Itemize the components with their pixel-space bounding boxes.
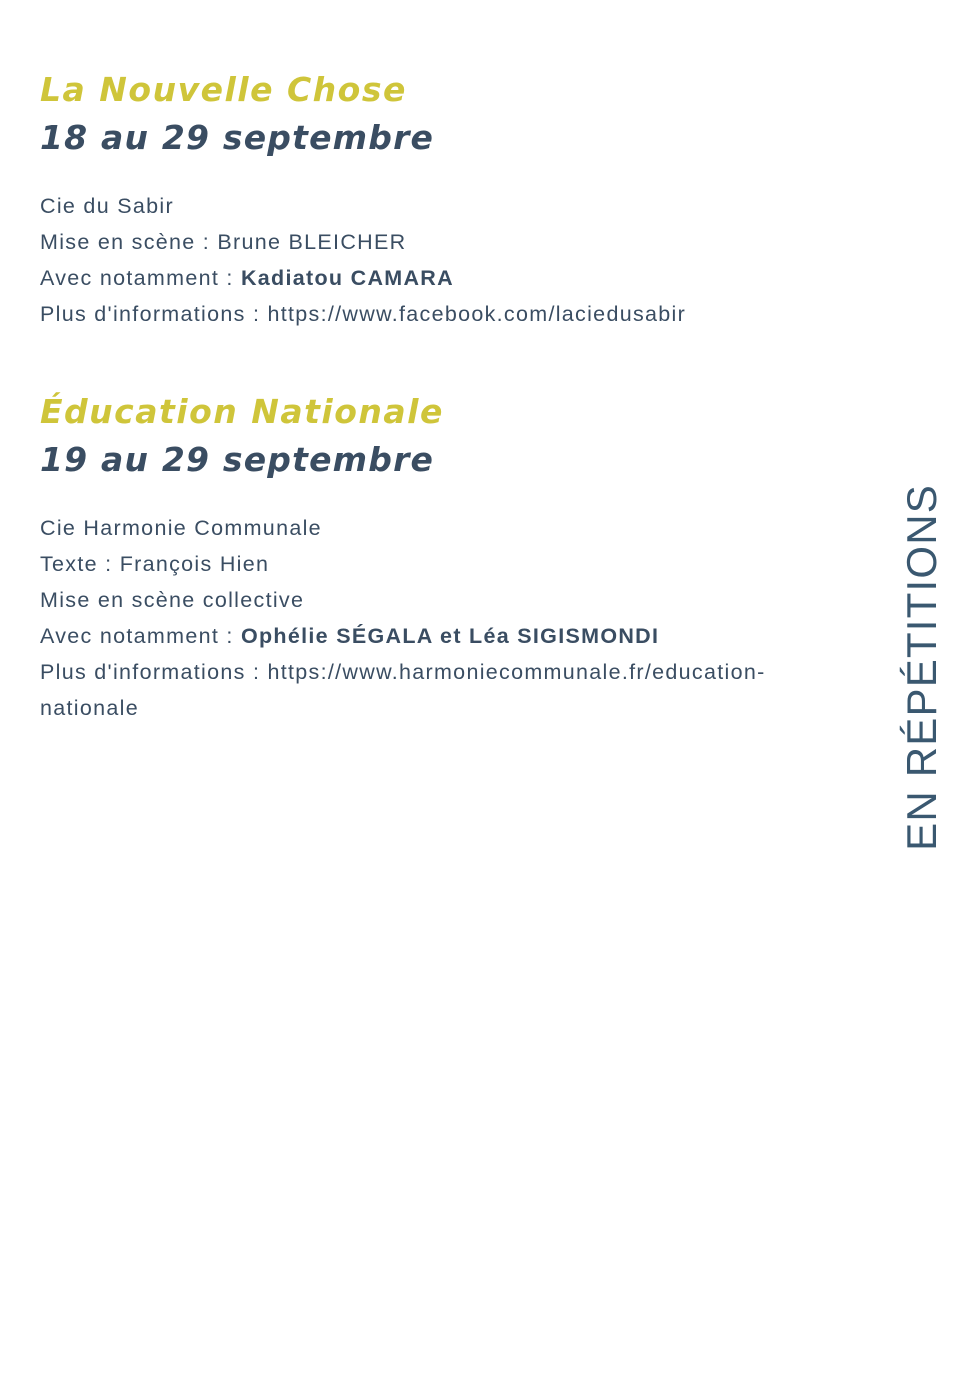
event-title: Éducation Nationale (40, 392, 444, 431)
staging-label: Mise en scène : (40, 230, 218, 254)
event-dates: 19 au 29 septembre (40, 440, 435, 479)
info-label: Plus d'informations : (40, 660, 268, 684)
info-link[interactable]: https://www.facebook.com/laciedusabir (267, 302, 687, 326)
event-section-la-nouvelle-chose (40, 66, 860, 332)
event-dates: 18 au 29 septembre (40, 118, 435, 157)
info-link[interactable]: https://www.harmoniecommunale.fr/education- (267, 660, 766, 684)
info-label: Plus d'informations : (40, 302, 268, 326)
event-company: Cie du Sabir (40, 194, 174, 218)
event-cast (40, 618, 860, 654)
staging-value: Brune BLEICHER (217, 230, 407, 254)
event-details (40, 510, 860, 726)
cast-label: Avec notamment : (40, 266, 241, 290)
event-title: La Nouvelle Chose (40, 70, 407, 109)
side-label-en-repetitions: EN RÉPÉTITIONS (898, 484, 945, 851)
event-staging: Mise en scène collective (40, 588, 305, 612)
cast-value: Kadiatou CAMARA (240, 266, 454, 290)
event-company: Cie Harmonie Communale (40, 516, 322, 540)
cast-value: Ophélie SÉGALA et Léa SIGISMONDI (240, 624, 660, 648)
text-value: François Hien (119, 552, 270, 576)
side-label-container (897, 484, 947, 858)
event-text-author (40, 546, 860, 582)
text-label: Texte : (40, 552, 120, 576)
event-cast (40, 260, 860, 296)
event-info (40, 296, 860, 332)
event-staging (40, 224, 860, 260)
event-details (40, 188, 860, 332)
event-info-continuation[interactable]: nationale (40, 696, 139, 720)
event-section-education-nationale (40, 388, 860, 726)
event-info (40, 654, 860, 690)
cast-label: Avec notamment : (40, 624, 241, 648)
